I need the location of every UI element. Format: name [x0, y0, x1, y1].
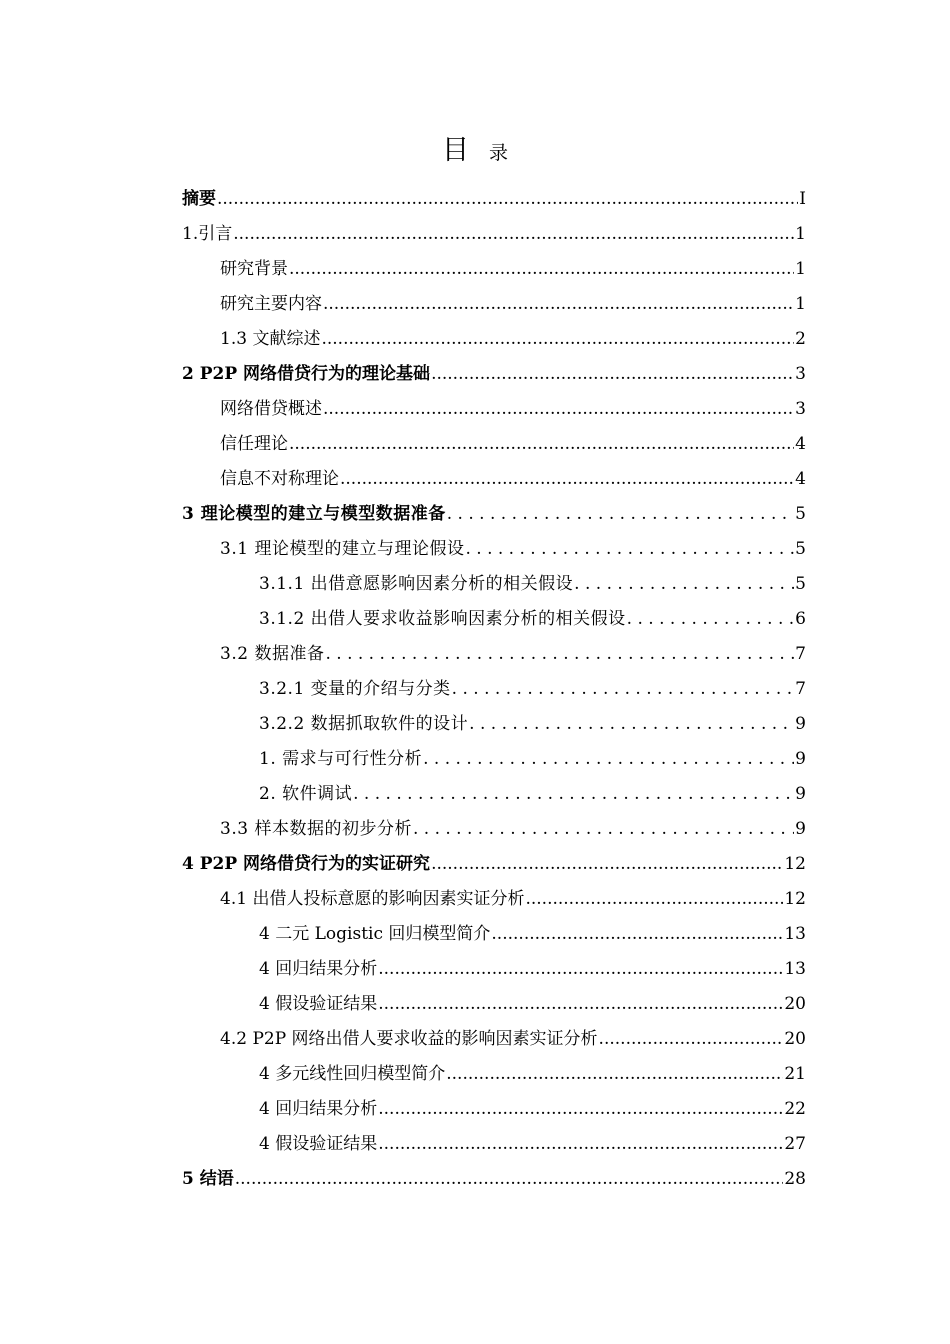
- toc-entry-page: 2: [795, 329, 806, 349]
- toc-entry[interactable]: [182, 357, 806, 392]
- toc-entry-page: 9: [795, 819, 806, 839]
- toc-leader-dots: [233, 217, 794, 252]
- toc-entry-page: 20: [784, 1029, 806, 1049]
- toc-entry-page: 1: [795, 259, 806, 279]
- toc-entry-page: 21: [784, 1064, 806, 1084]
- toc-entry-page: 7: [795, 679, 806, 699]
- toc-leader-dots: [423, 742, 794, 777]
- toc-entry[interactable]: [182, 1057, 806, 1092]
- toc-entry-title: 1.3 文献综述: [220, 329, 321, 349]
- toc-entry-title: 5 结语: [182, 1169, 234, 1189]
- toc-leader-dots: [378, 987, 783, 1022]
- toc-entry-title: 4 回归结果分析: [259, 1099, 378, 1119]
- toc-entry-page: 1: [795, 224, 806, 244]
- toc-entry-page: 5: [795, 574, 806, 594]
- toc-title-main: 目: [441, 135, 469, 166]
- toc-leader-dots: [431, 357, 794, 392]
- toc-entry-page: 5: [795, 504, 806, 524]
- toc-entry-title: 3.3 样本数据的初步分析: [220, 819, 412, 839]
- toc-entry-title: 研究背景: [220, 259, 288, 279]
- toc-entry-page: 9: [795, 749, 806, 769]
- toc-leader-dots: [525, 882, 783, 917]
- toc-entry[interactable]: [182, 1162, 806, 1197]
- toc-entry[interactable]: [182, 462, 806, 497]
- toc-title-sub: 录: [488, 142, 508, 164]
- toc-entry[interactable]: [182, 532, 806, 567]
- toc-entry-page: 22: [784, 1099, 806, 1119]
- toc-entry-page: 9: [795, 714, 806, 734]
- toc-entry[interactable]: [182, 637, 806, 672]
- toc-entry-title: 4.2 P2P 网络出借人要求收益的影响因素实证分析: [220, 1029, 598, 1049]
- toc-leader-dots: [340, 462, 794, 497]
- toc-entry-page: 7: [795, 644, 806, 664]
- toc-entry[interactable]: [182, 252, 806, 287]
- toc-entry-page: 1: [795, 294, 806, 314]
- toc-leader-dots: [378, 1127, 783, 1162]
- toc-entry[interactable]: [182, 777, 806, 812]
- toc-entry-title: 4 多元线性回归模型简介: [259, 1064, 446, 1084]
- toc-leader-dots: [323, 287, 794, 322]
- toc-entry-title: 4 二元 Logistic 回归模型简介: [259, 924, 491, 944]
- toc-leader-dots: [452, 672, 795, 707]
- toc-entry[interactable]: [182, 987, 806, 1022]
- toc-entry[interactable]: [182, 567, 806, 602]
- toc-entry-title: 信息不对称理论: [220, 469, 339, 489]
- toc-leader-dots: [413, 812, 794, 847]
- toc-entry-page: 6: [795, 609, 806, 629]
- toc-entry-page: 3: [795, 364, 806, 384]
- toc-entry[interactable]: [182, 1127, 806, 1162]
- toc-entry-page: 9: [795, 784, 806, 804]
- toc-leader-dots: [353, 777, 794, 812]
- table-of-contents: [182, 182, 806, 1197]
- toc-entry-title: 2. 软件调试: [259, 784, 353, 804]
- toc-leader-dots: [289, 427, 794, 462]
- toc-leader-dots: [217, 182, 798, 217]
- toc-leader-dots: [491, 917, 783, 952]
- toc-entry[interactable]: [182, 1022, 806, 1057]
- toc-entry[interactable]: [182, 392, 806, 427]
- toc-leader-dots: [289, 252, 794, 287]
- toc-entry-title: 4 假设验证结果: [259, 1134, 378, 1154]
- toc-entry-title: 4.1 出借人投标意愿的影响因素实证分析: [220, 889, 525, 909]
- toc-entry[interactable]: [182, 322, 806, 357]
- toc-entry-title: 3 理论模型的建立与模型数据准备: [182, 504, 446, 524]
- toc-leader-dots: [378, 1092, 783, 1127]
- toc-leader-dots: [325, 637, 794, 672]
- toc-entry-title: 3.2.1 变量的介绍与分类: [259, 679, 451, 699]
- toc-leader-dots: [447, 497, 794, 532]
- toc-entry-title: 3.1 理论模型的建立与理论假设: [220, 539, 465, 559]
- toc-leader-dots: [446, 1057, 783, 1092]
- toc-entry[interactable]: [182, 917, 806, 952]
- toc-entry[interactable]: [182, 882, 806, 917]
- toc-leader-dots: [599, 1022, 784, 1057]
- toc-entry-title: 3.2.2 数据抓取软件的设计: [259, 714, 469, 734]
- toc-entry-page: 12: [784, 889, 806, 909]
- toc-entry-title: 3.1.1 出借意愿影响因素分析的相关假设: [259, 574, 574, 594]
- toc-entry[interactable]: [182, 847, 806, 882]
- toc-entry[interactable]: [182, 812, 806, 847]
- toc-entry[interactable]: [182, 497, 806, 532]
- toc-entry-title: 3.1.2 出借人要求收益影响因素分析的相关假设: [259, 609, 626, 629]
- toc-entry[interactable]: [182, 707, 806, 742]
- toc-entry-title: 信任理论: [220, 434, 288, 454]
- toc-leader-dots: [627, 602, 795, 637]
- toc-entry[interactable]: [182, 287, 806, 322]
- toc-entry-page: 13: [784, 959, 806, 979]
- toc-entry-page: 20: [784, 994, 806, 1014]
- toc-leader-dots: [431, 847, 783, 882]
- toc-leader-dots: [469, 707, 794, 742]
- toc-entry-page: 12: [784, 854, 806, 874]
- toc-entry[interactable]: [182, 182, 806, 217]
- toc-leader-dots: [378, 952, 783, 987]
- toc-entry[interactable]: [182, 602, 806, 637]
- toc-entry-page: 4: [795, 469, 806, 489]
- toc-entry-title: 1. 需求与可行性分析: [259, 749, 423, 769]
- toc-entry[interactable]: [182, 217, 806, 252]
- toc-entry-page: I: [799, 189, 806, 209]
- toc-leader-dots: [574, 567, 794, 602]
- toc-entry-title: 4 P2P 网络借贷行为的实证研究: [182, 854, 431, 874]
- toc-entry-title: 网络借贷概述: [220, 399, 322, 419]
- toc-leader-dots: [235, 1162, 784, 1197]
- toc-entry[interactable]: [182, 742, 806, 777]
- toc-leader-dots: [323, 392, 794, 427]
- toc-entry-title: 1.引言: [182, 224, 233, 244]
- toc-entry[interactable]: [182, 952, 806, 987]
- toc-entry-title: 3.2 数据准备: [220, 644, 325, 664]
- toc-entry-page: 5: [795, 539, 806, 559]
- toc-entry-title: 4 回归结果分析: [259, 959, 378, 979]
- toc-entry-page: 13: [784, 924, 806, 944]
- toc-entry-page: 4: [795, 434, 806, 454]
- toc-title: [0, 128, 950, 172]
- toc-entry[interactable]: [182, 427, 806, 462]
- toc-entry-title: 研究主要内容: [220, 294, 322, 314]
- toc-entry-page: 28: [784, 1169, 806, 1189]
- toc-entry[interactable]: [182, 672, 806, 707]
- toc-entry-page: 3: [795, 399, 806, 419]
- toc-entry-page: 27: [784, 1134, 806, 1154]
- toc-entry-title: 摘要: [182, 189, 216, 209]
- toc-entry[interactable]: [182, 1092, 806, 1127]
- toc-entry-title: 4 假设验证结果: [259, 994, 378, 1014]
- toc-leader-dots: [321, 322, 794, 357]
- toc-leader-dots: [465, 532, 794, 567]
- toc-entry-title: 2 P2P 网络借贷行为的理论基础: [182, 364, 431, 384]
